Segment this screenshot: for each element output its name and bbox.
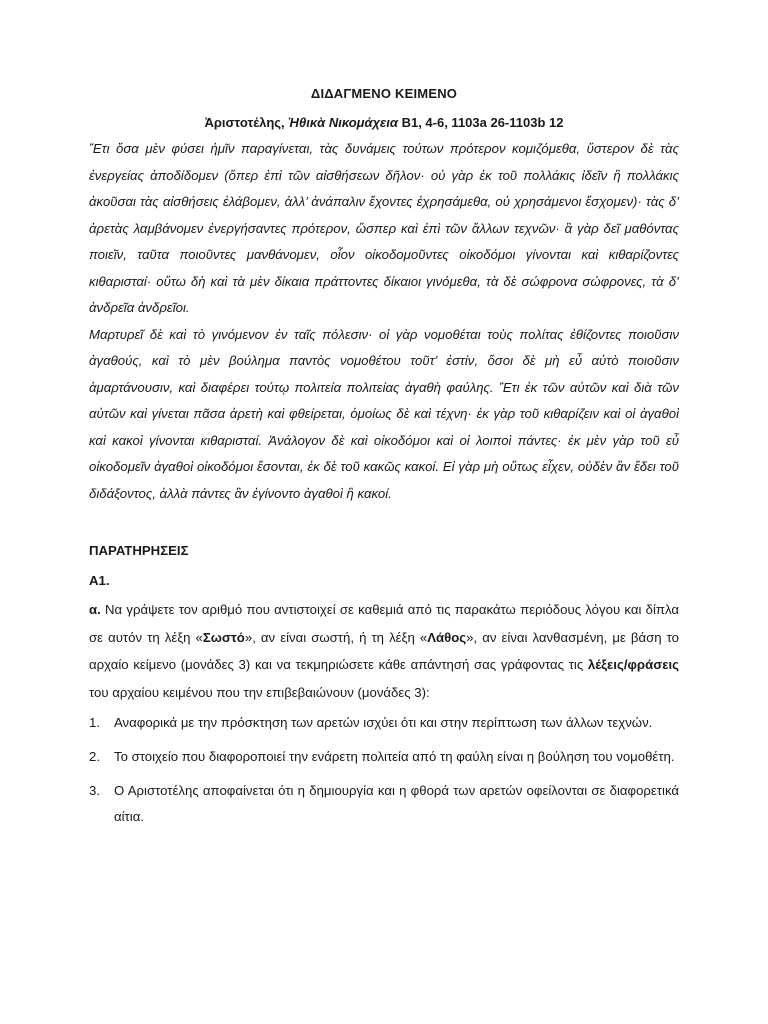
source-author: Ἀριστοτέλης,	[204, 115, 285, 130]
source-work: Ἠθικὰ Νικομάχεια	[288, 115, 398, 130]
keyword-wrong: Λάθος	[427, 629, 467, 645]
ancient-paragraph: Ἔτι ὅσα μὲν φύσει ἡμῖν παραγίνεται, τὰς δυνάμεις τούτων πρότερον κομιζόμεθα, ὕστερον δὲ τὰς ἐνεργείας ἀποδίδομεν (ὅπερ ἐπὶ τῶν αἰσθήσεων δῆλον· οὐ γὰρ ἐκ τοῦ πολλάκις ἰδεῖν ἢ πολλάκις ἀκοῦσαι τὰς αἰσθήσεις ἐλάβομεν, ἀλλ’ ἀνάπαλιν ἔχοντες ἐχρησάμεθα, οὐ χρησάμενοι ἔσχομεν)· τὰς δ’ ἀρετὰς λαμβάνομεν ἐνεργήσαντες πρότερον, ὥσπερ καὶ ἐπὶ τῶν ἄλλων τεχνῶν· ἃ γὰρ δεῖ μαθόντας ποιεῖν, ταῦτα ποιοῦντες μανθάνομεν, οἷον οἰκοδομοῦντες οἰκοδόμοι γίνονται καὶ κιθαρίζοντες κιθαρισταί· οὕτω δὴ καὶ τὰ μὲν δίκαια πράττοντες δίκαιοι γινόμεθα, τὰ δὲ σώφρονα σώφρονες, τὰ δ’ ἀνδρεῖα ἀνδρεῖοι.	[89, 141, 679, 315]
keyword-words: λέξεις/φράσεις	[587, 657, 679, 672]
statement-item	[89, 778, 679, 830]
document-title: ΔΙΔΑΓΜΕΝΟ ΚΕΙΜΕΝΟ	[310, 86, 458, 101]
ancient-text	[89, 136, 679, 507]
statement-item	[89, 744, 679, 770]
instruction-part: », αν είναι σωστή, ή τη λέξη «	[244, 629, 428, 645]
notes-section	[89, 536, 679, 838]
instruction-part: του αρχαίου κειμένου που την επιβεβαιώνουν (μονάδες 3):	[89, 684, 430, 700]
source-citation	[0, 115, 768, 130]
question-instructions	[89, 596, 679, 706]
statement-number: 3.	[89, 783, 100, 798]
statement-item	[89, 710, 679, 736]
ancient-paragraph: Μαρτυρεῖ δὲ καὶ τὸ γινόμενον ἐν ταῖς πόλεσιν· οἱ γὰρ νομοθέται τοὺς πολίτας ἐθίζοντες ποιοῦσιν ἀγαθούς, καὶ τὸ μὲν βούλημα παντὸς νομοθέτου τοῦτ’ ἐστίν, ὅσοι δὲ μὴ εὖ αὐτὸ ποιοῦσιν ἁμαρτάνουσιν, καὶ διαφέρει τούτῳ πολιτεία πολιτείας ἀγαθὴ φαύλης. Ἔτι ἐκ τῶν αὐτῶν καὶ διὰ τῶν αὐτῶν καὶ γίνεται πᾶσα ἀρετὴ καὶ φθείρεται, ὁμοίως δὲ καὶ τέχνη· ἐκ γὰρ τοῦ κιθαρίζειν καὶ οἱ ἀγαθοὶ καὶ κακοὶ γίνονται κιθαρισταί. Ἀνάλογον δὲ καὶ οἰκοδόμοι καὶ οἱ λοιποὶ πάντες· ἐκ μὲν γὰρ τοῦ εὖ οἰκοδομεῖν ἀγαθοὶ οἰκοδόμοι ἔσονται, ἐκ δὲ τοῦ κακῶς κακοί. Εἰ γὰρ μὴ οὕτως εἶχεν, οὐδὲν ἂν ἔδει τοῦ διδάξοντος, ἀλλὰ πάντες ἂν ἐγίνοντο ἀγαθοὶ ἢ κακοί.	[89, 326, 679, 501]
notes-heading: ΠΑΡΑΤΗΡΗΣΕΙΣ	[89, 543, 189, 558]
statement-number: 2.	[89, 749, 100, 764]
keyword-correct: Σωστό	[202, 629, 245, 645]
instruction-part: Να γράψετε τον αριθμό που αντιστοιχεί σε καθεμιά από τις παρακάτω περιόδους λόγου και δίπλα σε αυτόν τη λέξη «	[89, 602, 679, 645]
statement-number: 1.	[89, 715, 100, 730]
instruction-part: », αν είναι λανθασμένη, με βάση το αρχαίο κείμενο (μονάδες 3) και να τεκμηριώσετε κάθε απάντησή σας γράφοντας τις	[89, 629, 680, 672]
question-letter: α.	[89, 602, 101, 617]
statement-list	[89, 710, 679, 830]
statement-text: Το στοιχείο που διαφοροποιεί την ενάρετη πολιτεία από τη φαύλη είναι η βούληση του νομοθέτη.	[114, 749, 675, 764]
question-number: Α1.	[89, 573, 110, 588]
statement-text: Ο Αριστοτέλης αποφαίνεται ότι η δημιουργία και η φθορά των αρετών οφείλονται σε διαφορετικά αίτια.	[114, 783, 679, 824]
source-reference: B1, 4-6, 1103a 26-1103b 12	[401, 115, 564, 130]
statement-text: Αναφορικά με την πρόσκτηση των αρετών ισχύει ότι και στην περίπτωση των άλλων τεχνών.	[114, 715, 653, 730]
